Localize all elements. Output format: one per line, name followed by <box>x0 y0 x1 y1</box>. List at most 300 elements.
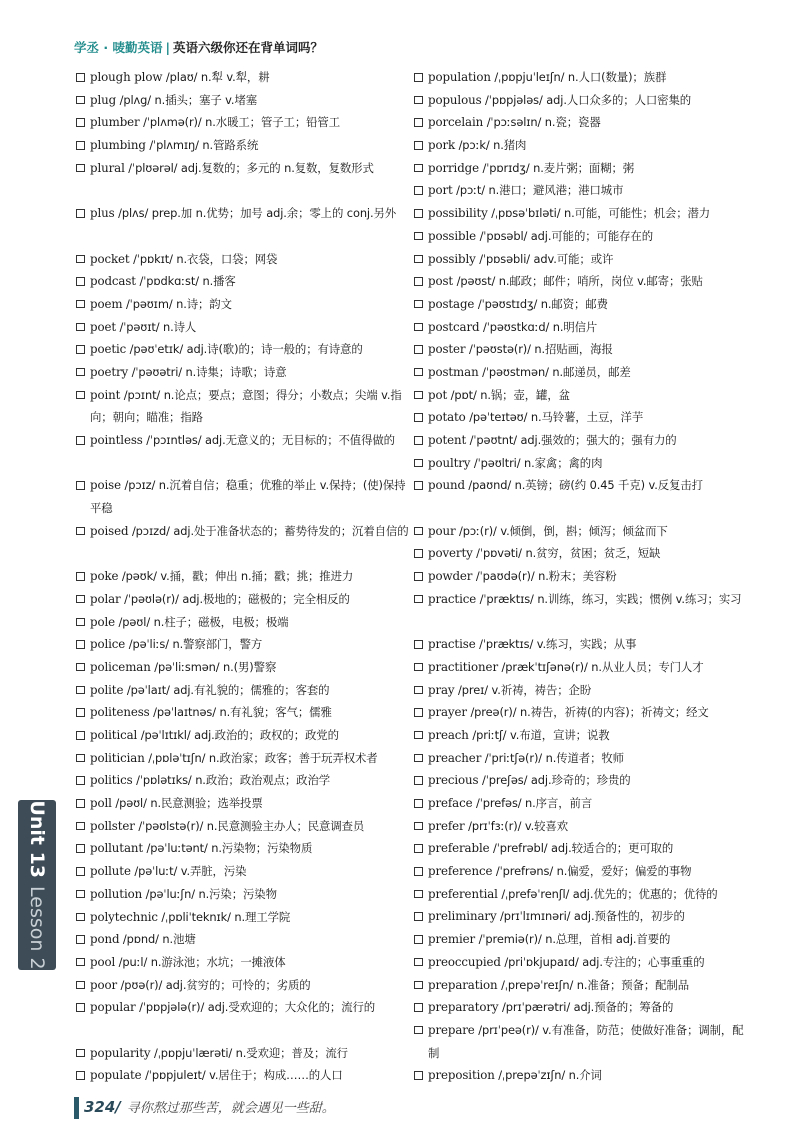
vocab-word: postman <box>428 364 479 379</box>
unit-label: Unit 13 <box>26 800 48 879</box>
vocab-definition: /plaʊ/ n.犁 v.犁，耕 <box>162 70 270 84</box>
checkbox-square-icon[interactable] <box>414 686 423 695</box>
vocab-word: plumbing <box>90 138 146 153</box>
vocab-definition: /ˌprefəˈrenʃl/ adj.优先的；优惠的；优待的 <box>497 886 718 901</box>
vocab-definition: /puːl/ n.游泳池；水坑；一摊液体 <box>115 954 286 969</box>
checkbox-square-icon[interactable] <box>414 799 423 808</box>
checkbox-square-icon[interactable] <box>414 186 423 195</box>
vocab-definition: /ˈpəʊətri/ n.诗集；诗歌；诗意 <box>128 364 287 379</box>
checkbox-square-icon[interactable] <box>414 935 423 944</box>
vocab-definition: /pəˈteɪtəʊ/ n.马铃薯，土豆，洋芋 <box>465 410 644 425</box>
checkbox-square-icon[interactable] <box>414 345 423 354</box>
vocab-definition: /pəˈliːs/ n.警察部门，警方 <box>125 637 263 652</box>
vocab-definition: /prɪˈlɪmɪnəri/ adj.预备性的，初步的 <box>496 909 685 924</box>
vocab-definition: /pəʊst/ n.邮政；邮件；哨所，岗位 v.邮寄；张贴 <box>453 274 703 289</box>
vocab-word: poise <box>90 478 121 493</box>
vocab-word: preach <box>428 727 469 742</box>
checkbox-square-icon[interactable] <box>76 141 85 150</box>
vocab-definition: /ˈpɒdkɑːst/ n.播客 <box>135 274 236 289</box>
vocab-entry <box>414 202 746 225</box>
vocab-entry <box>76 928 412 951</box>
vocab-entry <box>414 270 746 293</box>
checkbox-square-icon[interactable] <box>76 209 85 218</box>
vocab-word: possibility <box>428 206 488 221</box>
vocab-word: preferable <box>428 841 490 856</box>
vocab-word: poised <box>90 523 129 538</box>
vocab-definition: /ˈpəʊstə(r)/ n.招贴画，海报 <box>465 342 613 357</box>
vocab-word: populate <box>90 1068 142 1083</box>
vocab-entry <box>76 633 412 656</box>
vocab-definition: /ˈpreʃəs/ adj.珍奇的；珍贵的 <box>478 773 631 788</box>
vocab-word: pocket <box>90 251 130 266</box>
vocab-word: premier <box>428 932 476 947</box>
checkbox-square-icon[interactable] <box>76 345 85 354</box>
vocab-entry <box>414 542 746 565</box>
checkbox-square-icon[interactable] <box>76 731 85 740</box>
checkbox-square-icon[interactable] <box>76 481 85 490</box>
vocab-entry <box>76 701 412 724</box>
vocab-definition: /ˌpɒpjuˈlærəti/ n.受欢迎；普及；流行 <box>150 1045 348 1060</box>
vocab-word: poster <box>428 342 466 357</box>
vocab-entry <box>414 883 746 906</box>
vocab-word: polytechnic <box>90 909 158 924</box>
checkbox-square-icon[interactable] <box>76 595 85 604</box>
vocab-word: pork <box>428 138 456 153</box>
vocab-word: pool <box>90 954 116 969</box>
vocab-entry <box>76 1064 412 1087</box>
vocab-definition: /ˈpəʊlstə(r)/ n.民意测验主办人；民意调查员 <box>134 818 365 833</box>
vocab-entry <box>76 89 412 112</box>
checkbox-square-icon[interactable] <box>414 255 423 264</box>
vocab-word: polite <box>90 682 124 697</box>
checkbox-square-icon[interactable] <box>414 912 423 921</box>
vocab-definition: /ˈpaʊdə(r)/ n.粉末；美容粉 <box>472 569 617 584</box>
checkbox-square-icon[interactable] <box>76 618 85 627</box>
vocab-definition: /pɔː(r)/ v.倾倒，倒，斟；倾泻；倾盆而下 <box>455 523 668 538</box>
vocab-definition: /ˈpɒsəbl/ adj.可能的；可能存在的 <box>476 228 654 243</box>
vocab-word: pointless <box>90 433 143 448</box>
vocab-entry <box>76 202 412 247</box>
page-footer <box>84 1097 335 1116</box>
footer-accent-bar <box>74 1097 79 1119</box>
checkbox-square-icon[interactable] <box>76 958 85 967</box>
vocab-definition: /prɪˈpeə(r)/ v.有准备，防范；使做好准备；调制，配制 <box>428 1022 744 1060</box>
checkbox-square-icon[interactable] <box>414 141 423 150</box>
vocab-entry <box>414 747 746 770</box>
vocab-definition: /ˌpɒləˈtɪʃn/ n.政治家；政客；善于玩弄权术者 <box>144 750 378 765</box>
vocab-entry <box>414 996 746 1019</box>
checkbox-square-icon[interactable] <box>76 368 85 377</box>
vocab-definition: /pəˈliːsmən/ n.(男)警察 <box>150 659 277 674</box>
vocab-entry <box>76 951 412 974</box>
vocab-definition: /pəˈlaɪtnəs/ n.有礼貌；客气；儒雅 <box>149 705 332 720</box>
vocab-word: prayer <box>428 705 467 720</box>
checkbox-square-icon[interactable] <box>76 890 85 899</box>
vocab-word: pound <box>428 478 465 493</box>
vocab-word: practice <box>428 591 477 606</box>
page-header <box>74 38 323 56</box>
vocab-entry <box>76 769 412 792</box>
vocab-entry <box>76 66 412 89</box>
vocab-word: postage <box>428 296 475 311</box>
vocab-definition: /ˈpɔːsəlɪn/ n.瓷；瓷器 <box>483 115 601 130</box>
vocab-definition: /ˈpriːtʃə(r)/ n.传道者；牧师 <box>481 750 624 765</box>
vocab-definition: /ˈpəʊɪt/ n.诗人 <box>115 319 197 334</box>
vocab-definition: /ˈprefrəbl/ adj.较适合的；更可取的 <box>489 841 674 856</box>
vocab-definition: /prækˈtɪʃənə(r)/ n.从业人员；专门人才 <box>497 659 704 674</box>
vocab-definition: /prɪˈpærətri/ adj.预备的；筹备的 <box>498 1000 674 1015</box>
vocab-word: political <box>90 728 138 743</box>
vocab-entry <box>414 406 746 429</box>
checkbox-square-icon[interactable] <box>414 958 423 967</box>
vocab-word: pond <box>90 932 120 947</box>
checkbox-square-icon[interactable] <box>76 640 85 649</box>
vocab-word: poet <box>90 319 116 334</box>
vocab-entry <box>414 1064 746 1087</box>
vocab-entry <box>414 157 746 180</box>
checkbox-square-icon[interactable] <box>414 436 423 445</box>
checkbox-square-icon[interactable] <box>76 663 85 672</box>
vocab-word: plug <box>90 92 117 107</box>
checkbox-square-icon[interactable] <box>414 731 423 740</box>
vocab-definition: /ˈprefrəns/ n.偏爱，爱好；偏爱的事物 <box>492 864 692 879</box>
checkbox-square-icon[interactable] <box>414 1026 423 1035</box>
checkbox-square-icon[interactable] <box>414 73 423 82</box>
checkbox-square-icon[interactable] <box>76 708 85 717</box>
vocab-word: potato <box>428 410 466 425</box>
vocab-entry <box>414 815 746 838</box>
vocab-word: pollute <box>90 864 131 879</box>
vocab-definition: /ˈpræktɪs/ n.训练，练习，实践；惯例 v.练习；实习 <box>476 591 742 606</box>
vocab-word: porridge <box>428 160 479 175</box>
vocab-word: polar <box>90 591 121 606</box>
vocab-word: practitioner <box>428 659 498 674</box>
checkbox-square-icon[interactable] <box>414 391 423 400</box>
vocab-definition: /pəˈluːtənt/ n.污染物；污染物质 <box>143 841 313 856</box>
checkbox-square-icon[interactable] <box>414 776 423 785</box>
vocab-entry <box>414 179 746 202</box>
vocab-definition: /pɔɪzd/ adj.处于准备状态的；蓄势待发的；沉着自信的 <box>128 523 409 538</box>
checkbox-square-icon[interactable] <box>414 96 423 105</box>
vocab-entry <box>76 1042 412 1065</box>
vocab-definition: /pəˈlaɪt/ adj.有礼貌的；儒雅的；客套的 <box>123 682 330 697</box>
vocab-definition: /pəʊˈetɪk/ adj.诗(歌)的；诗一般的；有诗意的 <box>126 342 363 357</box>
checkbox-square-icon[interactable] <box>414 844 423 853</box>
vocab-definition: /paʊnd/ n.英镑；磅(约 0.45 千克) v.反复击打 <box>464 478 703 493</box>
vocab-word: poetry <box>90 364 129 379</box>
checkbox-square-icon[interactable] <box>76 323 85 332</box>
vocab-word: potent <box>428 433 467 447</box>
vocab-definition: /plʌs/ prep.加 n.优势；加号 adj.余；零上的 conj.另外 <box>114 206 397 221</box>
checkbox-square-icon[interactable] <box>76 164 85 173</box>
vocab-entry <box>76 747 412 770</box>
vocab-definition: /ˈplʌmə(r)/ n.水暖工；管子工；铅管工 <box>139 115 340 130</box>
checkbox-square-icon[interactable] <box>414 981 423 990</box>
checkbox-square-icon[interactable] <box>76 686 85 695</box>
checkbox-square-icon[interactable] <box>76 1071 85 1080</box>
vocab-entry <box>414 905 746 928</box>
checkbox-square-icon[interactable] <box>76 776 85 785</box>
vocab-entry <box>76 270 412 293</box>
vocab-definition: /pəʊl/ n.柱子；磁极，电极；极端 <box>115 614 289 629</box>
lesson-label: Lesson 2 <box>26 886 48 970</box>
checkbox-square-icon[interactable] <box>76 572 85 581</box>
checkbox-square-icon[interactable] <box>414 890 423 899</box>
vocab-word: pot <box>428 387 448 402</box>
checkbox-square-icon[interactable] <box>414 640 423 649</box>
vocab-entry <box>76 724 412 747</box>
vocab-word: pollutant <box>90 841 144 856</box>
vocab-entry <box>76 815 412 838</box>
vocab-entry <box>76 316 412 339</box>
checkbox-square-icon[interactable] <box>414 118 423 127</box>
vocab-definition: /ˌpɒsəˈbɪləti/ n.可能，可能性；机会；潜力 <box>487 206 711 221</box>
checkbox-square-icon[interactable] <box>76 255 85 264</box>
vocab-word: plumber <box>90 115 140 130</box>
checkbox-square-icon[interactable] <box>76 1049 85 1058</box>
vocab-definition: /ˈplʌmɪŋ/ n.管路系统 <box>145 138 259 153</box>
vocab-entry <box>414 928 746 951</box>
checkbox-square-icon[interactable] <box>414 277 423 286</box>
vocab-word: precious <box>428 773 479 788</box>
vocab-word: prepare <box>428 1022 475 1037</box>
checkbox-square-icon[interactable] <box>76 73 85 82</box>
vocab-entry <box>76 974 412 997</box>
vocab-word: pole <box>90 614 116 629</box>
footer-motto: 寻你熬过那些苦，就会遇见一些甜。 <box>126 1101 335 1116</box>
vocab-entry <box>76 429 412 474</box>
vocab-word: pour <box>428 523 456 538</box>
vocab-definition: /preɪ/ v.祈祷，祷告；企盼 <box>454 682 592 697</box>
vocab-definition: /ˈpɒrɪdʒ/ n.麦片粥；面糊；粥 <box>479 160 635 175</box>
vocab-definition: /pʊə(r)/ adj.贫穷的；可怜的；劣质的 <box>117 977 311 992</box>
vocab-definition: /pɒt/ n.锅；壶，罐，盆 <box>447 387 570 402</box>
vocab-entry <box>414 565 746 588</box>
header-separator: | <box>165 40 171 55</box>
vocab-entry <box>76 837 412 860</box>
checkbox-square-icon[interactable] <box>76 867 85 876</box>
checkbox-square-icon[interactable] <box>414 754 423 763</box>
vocab-word: possibly <box>428 251 476 266</box>
vocab-word: post <box>428 274 454 289</box>
vocab-word: poor <box>90 977 117 992</box>
vocab-entry <box>414 1019 746 1064</box>
vocab-word: preface <box>428 796 473 811</box>
vocab-word: prefer <box>428 818 465 833</box>
vocab-definition: /priːtʃ/ v.布道，宣讲；说教 <box>468 727 610 742</box>
checkbox-square-icon[interactable] <box>76 799 85 808</box>
vocab-word: politics <box>90 773 133 788</box>
vocab-definition: /pəʊk/ v.捅，戳；伸出 n.捅；戳；挑；推进力 <box>118 569 354 584</box>
checkbox-square-icon[interactable] <box>414 572 423 581</box>
vocab-definition: /ˈprefəs/ n.序言，前言 <box>472 796 593 811</box>
vocab-entry <box>76 565 412 588</box>
vocab-word: pollster <box>90 818 135 833</box>
checkbox-square-icon[interactable] <box>414 368 423 377</box>
vocab-word: poetic <box>90 342 127 357</box>
checkbox-square-icon[interactable] <box>414 822 423 831</box>
vocab-entry <box>414 633 746 656</box>
checkbox-square-icon[interactable] <box>414 1003 423 1012</box>
checkbox-square-icon[interactable] <box>76 913 85 922</box>
vocab-word: plural <box>90 160 125 175</box>
vocab-entry <box>414 89 746 112</box>
vocab-definition: /pəʊl/ n.民意测验；选举投票 <box>111 796 263 811</box>
vocab-entry <box>414 225 746 248</box>
vocab-entry <box>76 679 412 702</box>
vocab-word: pollution <box>90 886 143 901</box>
vocab-entry <box>76 588 412 611</box>
vocab-entry <box>76 792 412 815</box>
vocab-word: pray <box>428 682 455 697</box>
vocab-word: practise <box>428 637 476 652</box>
page-number: 324/ <box>84 1098 121 1116</box>
checkbox-square-icon[interactable] <box>414 708 423 717</box>
vocab-definition: /ˈpɒkɪt/ n.衣袋，口袋；网袋 <box>129 251 278 266</box>
vocab-definition: /ˈpəʊɪm/ n.诗；韵文 <box>122 296 232 311</box>
vocab-entry <box>76 906 412 929</box>
vocab-word: preference <box>428 864 493 879</box>
vocab-word: popular <box>90 1000 136 1015</box>
checkbox-square-icon[interactable] <box>414 413 423 422</box>
vocab-definition: /ˈpəʊstmən/ n.邮递员，邮差 <box>478 364 631 379</box>
vocab-definition: /ˈpəʊtnt/ adj.强效的；强大的；强有力的 <box>466 433 677 447</box>
vocab-word: politeness <box>90 705 150 720</box>
checkbox-square-icon[interactable] <box>76 96 85 105</box>
checkbox-square-icon[interactable] <box>76 935 85 944</box>
vocab-definition: /pɒnd/ n.池塘 <box>119 932 196 947</box>
checkbox-square-icon[interactable] <box>414 209 423 218</box>
vocab-word: postcard <box>428 319 480 334</box>
vocab-word: plough plow <box>90 70 163 84</box>
checkbox-square-icon[interactable] <box>414 232 423 241</box>
vocab-definition: /pəˈlɪtɪkl/ adj.政治的；政权的；政党的 <box>137 728 339 743</box>
vocab-word: podcast <box>90 274 136 289</box>
vocab-entry <box>414 792 746 815</box>
checkbox-square-icon[interactable] <box>76 527 85 536</box>
vocab-word: possible <box>428 228 477 243</box>
vocab-entry <box>414 951 746 974</box>
vocab-word: preacher <box>428 750 482 765</box>
checkbox-square-icon[interactable] <box>414 549 423 558</box>
vocab-definition: /ˈpɒvəti/ n.贫穷，贫困；贫乏，短缺 <box>472 546 661 561</box>
checkbox-square-icon[interactable] <box>414 663 423 672</box>
vocab-definition: /priˈɒkjupaɪd/ adj.专注的；心事重重的 <box>500 954 705 969</box>
word-list-left <box>76 66 412 1087</box>
vocab-entry <box>414 769 746 792</box>
vocab-definition: /ˈpəʊltri/ n.家禽；禽的肉 <box>470 455 603 470</box>
vocab-word: popularity <box>90 1045 151 1060</box>
vocab-word: preliminary <box>428 909 497 924</box>
vocab-definition: /ˌprepəˈreɪʃn/ n.准备；预备；配制品 <box>497 977 690 992</box>
page-title: 英语六级你还在背单词吗？ <box>173 40 324 55</box>
vocab-definition: /ˈpɒsəbli/ adv.可能；或许 <box>475 251 614 266</box>
checkbox-square-icon[interactable] <box>414 481 423 490</box>
checkbox-square-icon[interactable] <box>76 1003 85 1012</box>
vocab-word: poke <box>90 569 119 584</box>
vocab-entry <box>414 338 746 361</box>
vocab-definition: /ˈpəʊstkɑːd/ n.明信片 <box>479 319 598 334</box>
vocab-entry <box>414 860 746 883</box>
vocab-entry <box>76 134 412 157</box>
brand-name: 学丞 · 唛勤英语 <box>74 40 163 55</box>
vocab-entry <box>414 293 746 316</box>
checkbox-square-icon[interactable] <box>414 867 423 876</box>
vocab-definition: /ˈpɒpjələs/ adj.人口众多的；人口密集的 <box>481 92 692 107</box>
checkbox-square-icon[interactable] <box>76 436 85 445</box>
vocab-definition: /pɔːk/ n.猪肉 <box>455 138 527 153</box>
vocab-definition: /ˈplʊərəl/ adj.复数的；多元的 n.复数，复数形式 <box>124 160 374 175</box>
vocab-entry <box>76 248 412 271</box>
vocab-definition: /pɔɪz/ n.沉着自信；稳重；优雅的举止 v.保持；(使)保持平稳 <box>90 478 406 516</box>
checkbox-square-icon[interactable] <box>76 981 85 990</box>
checkbox-square-icon[interactable] <box>76 822 85 831</box>
checkbox-square-icon[interactable] <box>414 323 423 332</box>
vocab-entry <box>76 520 412 565</box>
vocab-definition: /ˌprepəˈzɪʃn/ n.介词 <box>494 1068 602 1083</box>
vocab-word: policeman <box>90 659 151 674</box>
vocab-entry <box>76 111 412 134</box>
checkbox-square-icon[interactable] <box>414 164 423 173</box>
vocab-word: poultry <box>428 455 471 470</box>
vocab-definition: /ˈpɒpjələ(r)/ adj.受欢迎的；大众化的；流行的 <box>135 1000 376 1015</box>
vocab-entry <box>414 679 746 702</box>
vocab-entry <box>414 111 746 134</box>
checkbox-square-icon[interactable] <box>76 391 85 400</box>
vocab-entry <box>76 611 412 634</box>
vocab-definition: /preə(r)/ n.祷告，祈祷(的内容)；祈祷文；经文 <box>466 705 709 720</box>
vocab-entry <box>414 452 746 475</box>
vocab-definition: /ˈpɒlətɪks/ n.政治；政治观点；政治学 <box>132 773 331 788</box>
checkbox-square-icon[interactable] <box>414 300 423 309</box>
vocab-entry <box>414 361 746 384</box>
checkbox-square-icon[interactable] <box>76 118 85 127</box>
vocab-entry <box>76 338 412 361</box>
vocab-entry <box>414 974 746 997</box>
vocab-word: police <box>90 637 126 652</box>
vocab-word: porcelain <box>428 115 484 130</box>
vocab-definition: /ˌpɒpjuˈleɪʃn/ n.人口(数量)；族群 <box>490 70 667 84</box>
checkbox-square-icon[interactable] <box>414 527 423 536</box>
vocab-word: point <box>90 387 121 402</box>
vocab-entry <box>414 701 746 724</box>
checkbox-square-icon[interactable] <box>76 277 85 286</box>
vocab-definition: /pəˈluːt/ v.弄脏，污染 <box>130 864 247 879</box>
checkbox-square-icon[interactable] <box>414 1071 423 1080</box>
checkbox-square-icon[interactable] <box>414 595 423 604</box>
vocab-entry <box>414 474 746 519</box>
vocab-word: port <box>428 183 453 198</box>
vocab-entry <box>414 656 746 679</box>
checkbox-square-icon[interactable] <box>414 459 423 468</box>
vocab-entry <box>76 361 412 384</box>
vocab-word: preparatory <box>428 1000 499 1015</box>
vocab-word: population <box>428 70 491 84</box>
vocab-entry <box>414 724 746 747</box>
vocab-word: politician <box>90 750 145 765</box>
checkbox-square-icon[interactable] <box>76 300 85 309</box>
vocab-definition: /ˈpremiə(r)/ n.总理，首相 adj.首要的 <box>475 932 671 947</box>
vocab-entry <box>76 474 412 519</box>
vocab-word: powder <box>428 569 473 584</box>
vocab-word: plus <box>90 206 115 221</box>
vocab-definition: /pəˈluːʃn/ n.污染；污染物 <box>142 886 277 901</box>
vocab-entry <box>414 520 746 543</box>
checkbox-square-icon[interactable] <box>76 754 85 763</box>
unit-lesson-label <box>26 800 48 969</box>
checkbox-square-icon[interactable] <box>76 844 85 853</box>
vocab-definition: /ˌpɒliˈteknɪk/ n.理工学院 <box>157 909 291 924</box>
